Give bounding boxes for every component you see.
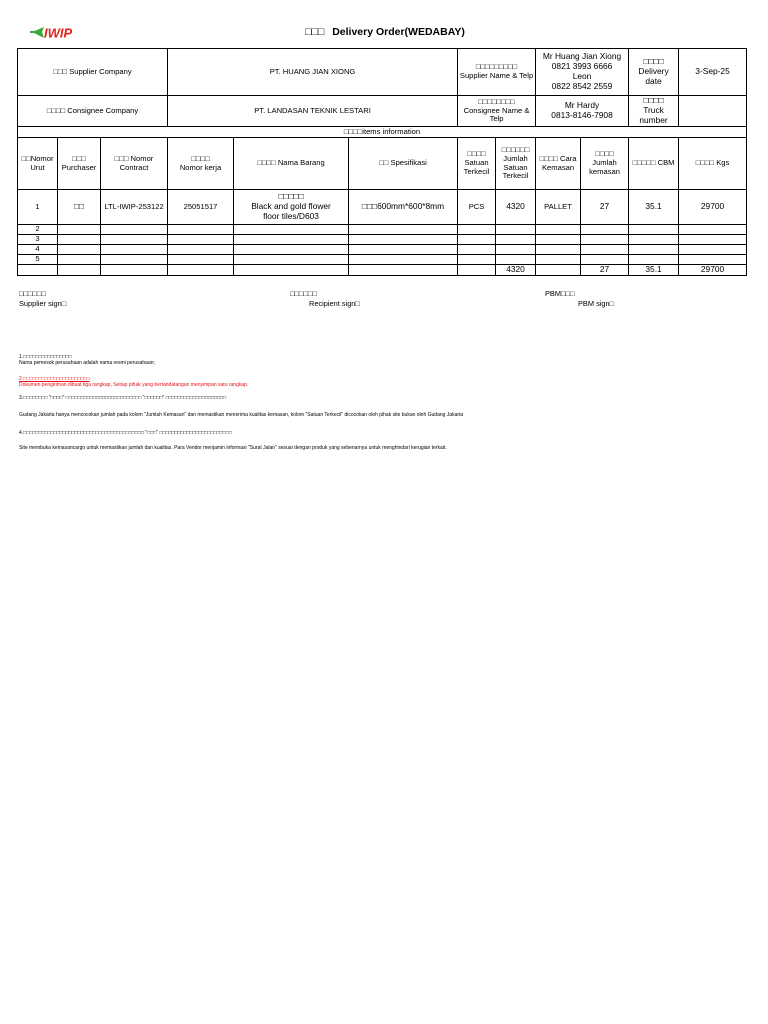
table-cell	[629, 225, 679, 235]
note-3-head: 3.□□□□□□□□ "□□□□" □□□□□□□□□□□□□□□□□□□□□□□□□ "□□□□□□" □□□□□□□□□□□□□□□□□□□□	[19, 395, 227, 401]
title-text: Delivery Order(WEDABAY)	[332, 26, 465, 38]
table-cell	[536, 225, 581, 235]
table-cell: 2	[18, 225, 58, 235]
total-cell	[536, 265, 581, 276]
table-cell	[168, 225, 234, 235]
table-cell	[679, 235, 747, 245]
total-cell	[101, 265, 168, 276]
col-header: □□□□ Kgs	[679, 138, 747, 190]
col-header: □□□ Purchaser	[58, 138, 101, 190]
table-cell	[458, 255, 496, 265]
table-cell	[629, 245, 679, 255]
table-cell	[349, 245, 458, 255]
table-cell	[58, 225, 101, 235]
table-cell	[496, 225, 536, 235]
table-cell	[168, 245, 234, 255]
note-1-head: 1.□□□□□□□□□□□□□□□□	[19, 354, 72, 360]
table-cell	[101, 225, 168, 235]
note-1-text: Nama pemesok perusahaan adalah nama resmi perusahaan;	[19, 360, 155, 366]
table-cell	[496, 255, 536, 265]
table-cell: PCS	[458, 190, 496, 225]
document-title	[220, 26, 550, 38]
table-row	[18, 245, 747, 255]
col-header: □□□□ Nomor kerja	[168, 138, 234, 190]
delivery-order-table	[17, 48, 747, 276]
total-cell: 4320	[496, 265, 536, 276]
total-cell	[234, 265, 349, 276]
table-cell	[349, 235, 458, 245]
delivery-date-label: □□□□ Delivery date	[629, 49, 679, 96]
truck-number-label: □□□□ Truck number	[629, 96, 679, 127]
table-cell	[58, 235, 101, 245]
truck-number-value	[679, 96, 747, 127]
total-cell	[18, 265, 58, 276]
col-header: □□□□ Nama Barang	[234, 138, 349, 190]
recipient-sign-cjk: □□□□□□	[290, 289, 317, 298]
table-cell: 3	[18, 235, 58, 245]
table-cell	[349, 225, 458, 235]
table-cell	[234, 255, 349, 265]
table-cell	[496, 245, 536, 255]
pbm-sign-label: PBM sign□	[578, 299, 615, 308]
totals-row	[18, 265, 747, 276]
pbm-sign-cjk: PBM□□□	[545, 289, 575, 298]
table-cell	[581, 245, 629, 255]
items-section-row	[18, 127, 747, 138]
table-cell: 29700	[679, 190, 747, 225]
table-cell: □□□600mm*600*8mm	[349, 190, 458, 225]
consignee-contact-value: Mr Hardy 0813-8146-7908	[536, 96, 629, 127]
table-cell	[458, 225, 496, 235]
consignee-row	[18, 96, 747, 127]
delivery-date-value: 3-Sep-25	[679, 49, 747, 96]
items-section-label: □□□□items information	[18, 127, 747, 138]
consignee-value: PT. LANDASAN TEKNIK LESTARI	[168, 96, 458, 127]
table-row	[18, 235, 747, 245]
table-cell: 25051517	[168, 190, 234, 225]
table-cell	[629, 255, 679, 265]
table-cell	[101, 235, 168, 245]
supplier-value: PT. HUANG JIAN XIONG	[168, 49, 458, 96]
table-cell	[536, 235, 581, 245]
table-cell	[536, 255, 581, 265]
table-cell	[349, 255, 458, 265]
supplier-label: □□□ Supplier Company	[18, 49, 168, 96]
table-cell	[679, 245, 747, 255]
col-header: □□□□□□ Jumlah Satuan Terkecil	[496, 138, 536, 190]
col-header: □□□□ Cara Kemasan	[536, 138, 581, 190]
note-2-head-text: 2.□□□□□□□□□□□□□□□□□□□□□□	[19, 376, 90, 382]
note-3-text: Gudang Jakarta hanya mencocokan jumlah pada kolom "Jumlah Kemasan" dan memastikan menerima kualitas kemasan, kolom "Satuan Terkecil" dicocokan oleh pihak site bukan oleh Gudang Jakarta	[19, 412, 464, 418]
table-cell	[496, 235, 536, 245]
supplier-row	[18, 49, 747, 96]
table-cell	[234, 245, 349, 255]
table-row	[18, 190, 747, 225]
table-cell	[101, 245, 168, 255]
total-cell: 35.1	[629, 265, 679, 276]
table-cell	[458, 245, 496, 255]
note-4-head: 4.□□□□□□□□□□□□□□□□□□□□□□□□□□□□□□□□□□□□□□□□ "□□□" □□□□□□□□□□□□□□□□□□□□□□□□	[19, 430, 232, 436]
table-cell: 1	[18, 190, 58, 225]
consignee-label: □□□□ Consignee Company	[18, 96, 168, 127]
table-cell: 4320	[496, 190, 536, 225]
total-cell	[349, 265, 458, 276]
supplier-sign-cjk: □□□□□□	[19, 289, 46, 298]
recipient-sign-label: Recipient sign□	[309, 299, 360, 308]
total-cell	[58, 265, 101, 276]
table-cell	[58, 245, 101, 255]
table-cell: 27	[581, 190, 629, 225]
table-cell	[581, 255, 629, 265]
logo-text: IWIP	[44, 26, 73, 39]
column-header-row	[18, 138, 747, 190]
col-header: □□□ Nomor Contract	[101, 138, 168, 190]
table-row	[18, 225, 747, 235]
note-2-text: Dokumen pengiriman dibuat tiga rangkap, Setiap pihak yang bertandatangan menyimpan satu rangkap.	[19, 382, 249, 388]
table-cell: 35.1	[629, 190, 679, 225]
col-header: □□Nomor Urut	[18, 138, 58, 190]
note-4-text: Site membuka kemasancargo untuk memastikan jumlah dan kualitas. Para Vendor menjamin informasi "Surat Jalan" sesuai dengan produk yang sebenarnya untuk menghindari kerugian terkait.	[19, 445, 447, 451]
title-cjk: □□□	[305, 26, 325, 38]
supplier-sign-label: Supplier sign□	[19, 299, 67, 308]
col-header: □□□□□ CBM	[629, 138, 679, 190]
table-cell: 4	[18, 245, 58, 255]
total-cell	[168, 265, 234, 276]
total-cell: 29700	[679, 265, 747, 276]
table-cell	[536, 245, 581, 255]
table-cell	[101, 255, 168, 265]
iwip-logo	[30, 26, 132, 39]
total-cell: 27	[581, 265, 629, 276]
table-cell	[679, 255, 747, 265]
table-cell	[629, 235, 679, 245]
table-cell: 5	[18, 255, 58, 265]
supplier-contact-label: □□□□□□□□□ Supplier Name & Telp	[458, 49, 536, 96]
table-cell: PALLET	[536, 190, 581, 225]
table-cell: □□	[58, 190, 101, 225]
table-cell	[234, 225, 349, 235]
table-cell: LTL-IWIP-253122	[101, 190, 168, 225]
table-row	[18, 255, 747, 265]
table-cell	[581, 225, 629, 235]
table-cell	[168, 235, 234, 245]
supplier-contact-value: Mr Huang Jian Xiong 0821 3993 6666 Leon 0822 8542 2559	[536, 49, 629, 96]
table-cell	[58, 255, 101, 265]
col-header: □□ Spesifikasi	[349, 138, 458, 190]
consignee-contact-label: □□□□□□□□ Consignee Name & Telp	[458, 96, 536, 127]
col-header: □□□□ Jumlah kemasan	[581, 138, 629, 190]
table-cell	[679, 225, 747, 235]
col-header: □□□□ Satuan Terkecil	[458, 138, 496, 190]
table-cell	[458, 235, 496, 245]
table-cell	[581, 235, 629, 245]
total-cell	[458, 265, 496, 276]
table-cell	[168, 255, 234, 265]
table-cell: □□□□□ Black and gold flower floor tiles/D603	[234, 190, 349, 225]
table-cell	[234, 235, 349, 245]
